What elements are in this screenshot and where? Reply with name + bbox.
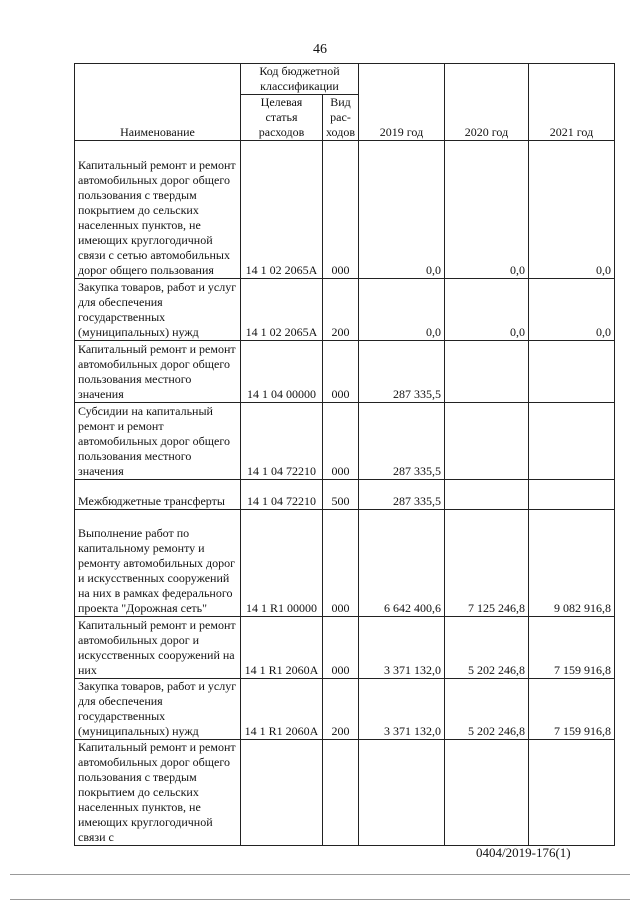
header-row-top: [75, 64, 615, 95]
table-row: [75, 141, 615, 279]
header-2021: 2021 год: [529, 64, 615, 141]
row-2020-cell: 7 125 246,8: [445, 510, 529, 617]
row-2020-cell: [445, 740, 529, 846]
row-type-cell: 000: [323, 617, 359, 679]
row-2021-cell: 0,0: [529, 279, 615, 341]
row-name-cell: Межбюджетные трансферты: [75, 480, 241, 510]
row-2021-cell: 9 082 916,8: [529, 510, 615, 617]
row-code-cell: 14 1 04 00000: [241, 341, 323, 403]
header-code-group: Код бюджетной классификации: [241, 64, 359, 95]
table-row: [75, 679, 615, 740]
header-2019: 2019 год: [359, 64, 445, 141]
row-code-cell: 14 1 R1 2060A: [241, 617, 323, 679]
row-type-cell: [323, 740, 359, 846]
table-row: [75, 617, 615, 679]
row-name-cell: Выполнение работ по капитальному ремонту и ремонту автомобильных дорог и искусственных сооружений на них в рамках федерального проекта "Дорожная сеть": [75, 510, 241, 617]
row-2019-cell: [359, 740, 445, 846]
row-2021-cell: [529, 341, 615, 403]
row-2020-cell: [445, 403, 529, 480]
row-code-cell: [241, 740, 323, 846]
row-2021-cell: [529, 480, 615, 510]
row-2019-cell: 3 371 132,0: [359, 617, 445, 679]
header-name: Наименование: [75, 64, 241, 141]
row-2020-cell: 0,0: [445, 141, 529, 279]
table-row: [75, 480, 615, 510]
row-2021-cell: 7 159 916,8: [529, 617, 615, 679]
header-2020: 2020 год: [445, 64, 529, 141]
row-code-cell: 14 1 R1 00000: [241, 510, 323, 617]
row-2021-cell: 0,0: [529, 141, 615, 279]
document-footer-code: 0404/2019-176(1): [476, 845, 571, 860]
row-code-cell: 14 1 04 72210: [241, 480, 323, 510]
row-name-cell: Закупка товаров, работ и услуг для обеспечения государственных (муниципальных) нужд: [75, 279, 241, 341]
table-row: [75, 341, 615, 403]
row-name-cell: Капитальный ремонт и ремонт автомобильных дорог общего пользования местного значения: [75, 341, 241, 403]
table-row: [75, 510, 615, 617]
row-2020-cell: [445, 480, 529, 510]
row-name-cell: Капитальный ремонт и ремонт автомобильных дорог общего пользования с твердым покрытием до сельских населенных пунктов, не имеющих круглогодичной связи с сетью автомобильных дорог общего пользования: [75, 141, 241, 279]
row-2021-cell: 7 159 916,8: [529, 679, 615, 740]
budget-table: [74, 63, 615, 846]
row-type-cell: 200: [323, 279, 359, 341]
row-2020-cell: 5 202 246,8: [445, 679, 529, 740]
page-number: 46: [313, 42, 327, 57]
row-2019-cell: 287 335,5: [359, 403, 445, 480]
row-2019-cell: 287 335,5: [359, 480, 445, 510]
table-row: [75, 740, 615, 846]
row-type-cell: 200: [323, 679, 359, 740]
row-code-cell: 14 1 R1 2060A: [241, 679, 323, 740]
row-2020-cell: [445, 341, 529, 403]
row-2019-cell: 0,0: [359, 141, 445, 279]
row-type-cell: 000: [323, 403, 359, 480]
row-code-cell: 14 1 02 2065A: [241, 141, 323, 279]
row-2020-cell: 0,0: [445, 279, 529, 341]
row-code-cell: 14 1 02 2065A: [241, 279, 323, 341]
row-name-cell: Закупка товаров, работ и услуг для обеспечения государственных (муниципальных) нужд: [75, 679, 241, 740]
row-2021-cell: [529, 740, 615, 846]
row-code-cell: 14 1 04 72210: [241, 403, 323, 480]
row-2019-cell: 0,0: [359, 279, 445, 341]
row-2019-cell: 287 335,5: [359, 341, 445, 403]
table-row: [75, 279, 615, 341]
row-name-cell: Капитальный ремонт и ремонт автомобильных дорог и искусственных сооружений на них: [75, 617, 241, 679]
row-type-cell: 000: [323, 510, 359, 617]
bottom-rule: [10, 874, 630, 875]
row-type-cell: 000: [323, 341, 359, 403]
bottom-rule: [10, 899, 630, 900]
row-2019-cell: 3 371 132,0: [359, 679, 445, 740]
row-2021-cell: [529, 403, 615, 480]
header-type: Вид рас-ходов: [323, 95, 359, 141]
row-type-cell: 500: [323, 480, 359, 510]
header-target: Целевая статья расходов: [241, 95, 323, 141]
table-row: [75, 403, 615, 480]
row-name-cell: Субсидии на капитальный ремонт и ремонт автомобильных дорог общего пользования местного значения: [75, 403, 241, 480]
row-2019-cell: 6 642 400,6: [359, 510, 445, 617]
row-name-cell: Капитальный ремонт и ремонт автомобильных дорог общего пользования с твердым покрытием до сельских населенных пунктов, не имеющих круглогодичной связи с: [75, 740, 241, 846]
row-2020-cell: 5 202 246,8: [445, 617, 529, 679]
row-type-cell: 000: [323, 141, 359, 279]
